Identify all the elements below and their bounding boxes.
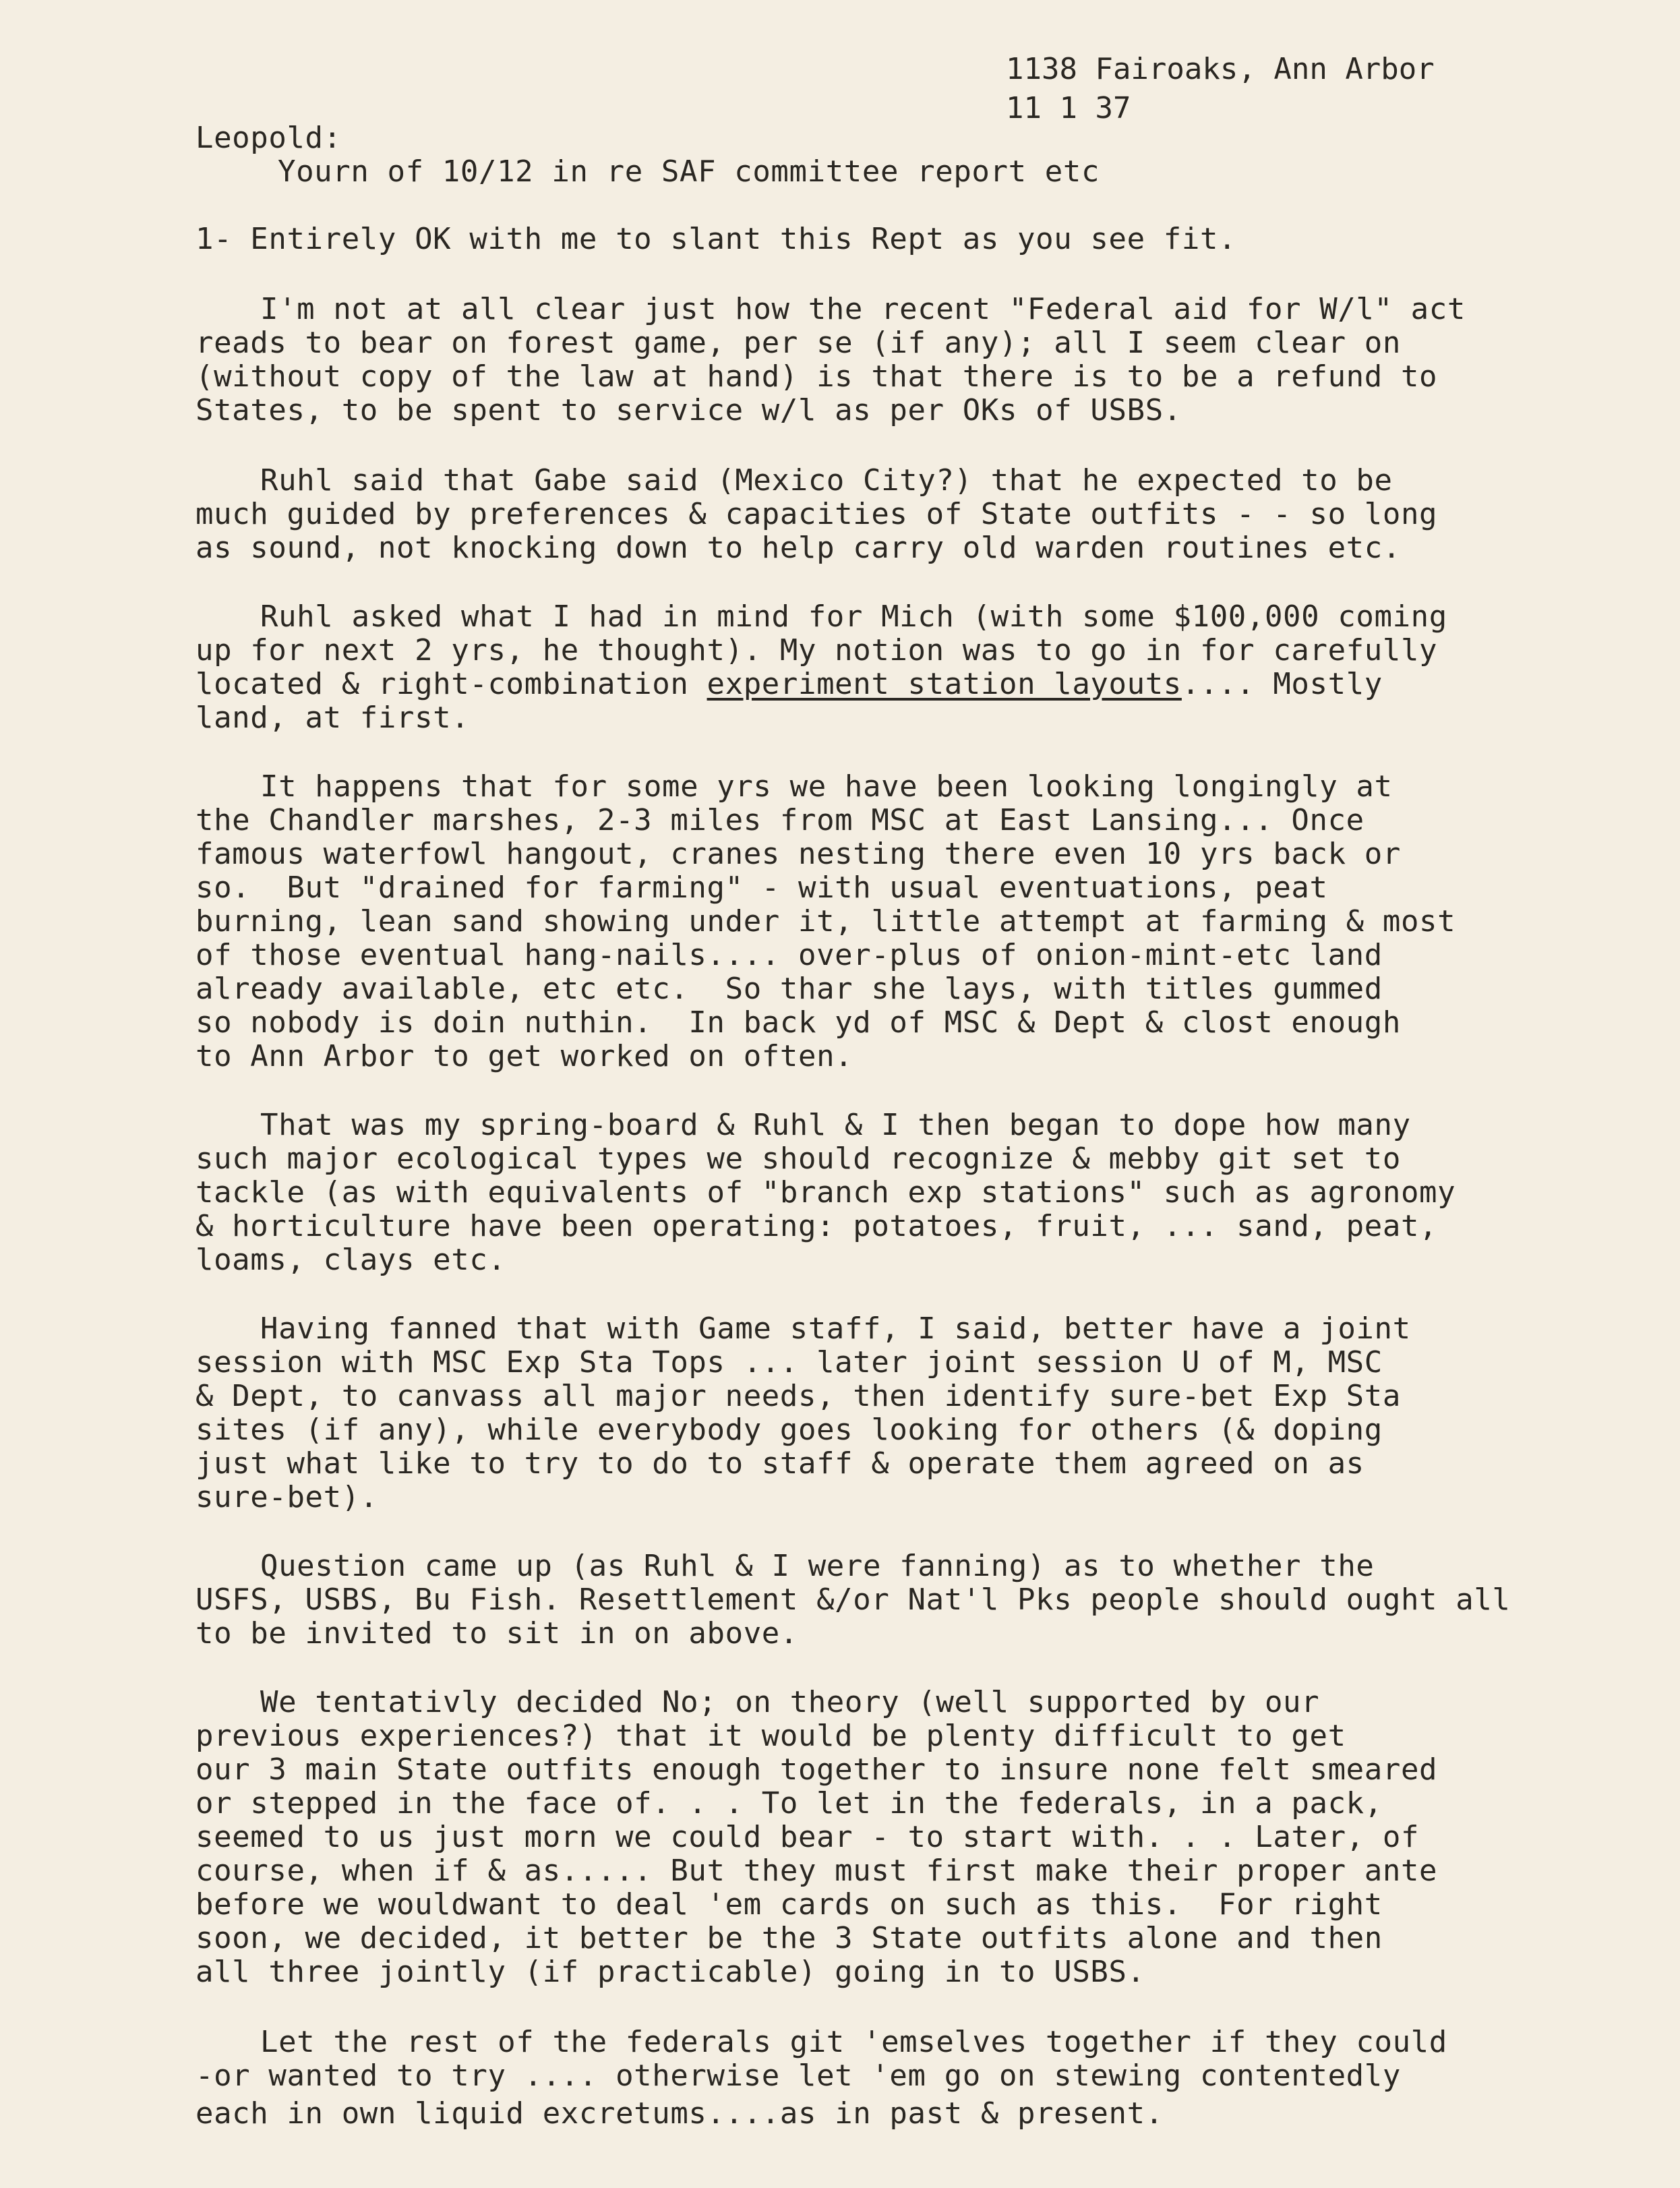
body-line: [196, 871, 1328, 905]
body-line: [260, 293, 1466, 326]
line-text: .... Mostly: [1181, 667, 1383, 701]
line-text: Ruhl asked what I had in mind for Mich (with some $100,000 coming: [260, 599, 1447, 634]
body-line: [196, 1210, 1437, 1243]
body-line: [196, 498, 1437, 531]
body-line: [196, 972, 1383, 1006]
line-text: sure-bet).: [196, 1480, 378, 1514]
line-text: already available, etc etc. So thar she lays, with titles gummed: [196, 972, 1383, 1006]
line-text: so. But "drained for farming" - with usual eventuations, peat: [196, 870, 1328, 905]
body-line: [260, 1108, 1411, 1142]
body-line: [196, 1821, 1419, 1854]
line-text: land, at first.: [196, 701, 470, 735]
line-text: or stepped in the face of. . . To let in the federals, in a pack,: [196, 1786, 1383, 1821]
body-line: [196, 1142, 1401, 1176]
body-line: [196, 1040, 853, 1073]
line-text: USFS, USBS, Bu Fish. Resettlement &/or Nat'l Pks people should ought all: [196, 1583, 1511, 1617]
line-text: tackle (as with equivalents of "branch exp stations" such as agronomy: [196, 1175, 1456, 1210]
line-text: session with MSC Exp Sta Tops ... later joint session U of M, MSC: [196, 1345, 1383, 1380]
line-text: & Dept, to canvass all major needs, then identify sure-bet Exp Sta: [196, 1379, 1401, 1413]
body-line: [196, 668, 1383, 701]
line-text: much guided by preferences & capacities of State outfits - - so long: [196, 497, 1438, 531]
line-text: It happens that for some yrs we have been looking longingly at: [260, 769, 1393, 804]
line-text: Let the rest of the federals git 'emselves together if they could: [260, 2025, 1447, 2059]
body-line: [196, 1346, 1383, 1380]
body-line: [196, 223, 1236, 256]
line-text: just what like to try to do to staff & operate them agreed on as: [196, 1446, 1364, 1481]
line-text: previous experiences?) that it would be plenty difficult to get: [196, 1719, 1346, 1753]
body-line: [196, 1413, 1383, 1447]
body-line: [196, 1243, 506, 1277]
line-text: reads to bear on forest game, per se (if any); all I seem clear on: [196, 326, 1401, 360]
line-text: of those eventual hang-nails.... over-plus of onion-mint-etc land: [196, 938, 1383, 972]
body-line: [196, 1922, 1383, 1955]
line-text: Question came up (as Ruhl & I were fanning) as to whether the: [260, 1549, 1375, 1583]
body-line: [196, 1955, 1145, 1989]
body-line: [196, 804, 1364, 837]
body-line: [196, 326, 1401, 360]
body-line: [196, 905, 1456, 939]
body-line: [196, 1583, 1511, 1617]
line-text: all three jointly (if practicable) going in to USBS.: [196, 1955, 1145, 1989]
body-line: [260, 770, 1393, 804]
line-text: located & right-combination: [196, 667, 707, 701]
line-text: such major ecological types we should recognize & mebby git set to: [196, 1142, 1401, 1176]
body-line: [196, 1447, 1364, 1481]
body-line: [196, 1617, 798, 1651]
body-line: [196, 1176, 1456, 1210]
body-line: [260, 1686, 1319, 1719]
line-text: as sound, not knocking down to help carry old warden routines etc.: [196, 531, 1401, 565]
body-line: [196, 1719, 1346, 1753]
line-text: loams, clays etc.: [196, 1243, 506, 1277]
body-line: [196, 2097, 1164, 2131]
line-text: the Chandler marshes, 2-3 miles from MSC at East Lansing... Once: [196, 803, 1364, 837]
line-text: burning, lean sand showing under it, little attempt at farming & most: [196, 904, 1456, 939]
sender-address: 1138 Fairoaks, Ann Arbor: [1006, 52, 1435, 86]
body-line: [260, 1549, 1375, 1583]
line-text: our 3 main State outfits enough together to insure none felt smeared: [196, 1752, 1438, 1787]
line-text: (without copy of the law at hand) is that there is to be a refund to: [196, 359, 1438, 394]
salutation: Leopold:: [196, 121, 342, 155]
body-line: [196, 2059, 1401, 2093]
body-line: [196, 394, 1182, 427]
body-line: [260, 600, 1447, 634]
line-text: I'm not at all clear just how the recent "Federal aid for W/l" act: [260, 292, 1466, 326]
body-line: [196, 837, 1401, 871]
line-text: Ruhl said that Gabe said (Mexico City?) that he expected to be: [260, 463, 1393, 498]
body-line: [260, 464, 1393, 498]
line-text: to be invited to sit in on above.: [196, 1616, 798, 1651]
body-line: [196, 939, 1383, 972]
body-line: [196, 1380, 1401, 1413]
body-line: [196, 1888, 1383, 1922]
line-text: seemed to us just morn we could bear - to start with. . . Later, of: [196, 1820, 1420, 1854]
subject-line: Yourn of 10/12 in re SAF committee report etc: [278, 154, 1100, 189]
line-text: famous waterfowl hangout, cranes nesting there even 10 yrs back or: [196, 837, 1401, 871]
line-text: to Ann Arbor to get worked on often.: [196, 1039, 853, 1073]
line-text: each in own liquid excretums....as in past & present.: [196, 2096, 1164, 2131]
body-line: [196, 531, 1401, 565]
line-text: before we wouldwant to deal 'em cards on such as this. For right: [196, 1887, 1383, 1922]
body-line: [196, 1481, 378, 1514]
line-text: up for next 2 yrs, he thought). My notion was to go in for carefully: [196, 633, 1438, 668]
line-text: so nobody is doin nuthin. In back yd of MSC & Dept & clost enough: [196, 1005, 1401, 1040]
body-line: [196, 360, 1437, 394]
body-line: [196, 1854, 1437, 1888]
line-text: Having fanned that with Game staff, I said, better have a joint: [260, 1311, 1411, 1346]
body-line: [196, 701, 469, 735]
line-text: We tentativly decided No; on theory (well supported by our: [260, 1685, 1320, 1719]
body-line: [196, 634, 1437, 668]
line-text: sites (if any), while everybody goes looking for others (& doping: [196, 1413, 1383, 1447]
line-text: States, to be spent to service w/l as per OKs of USBS.: [196, 393, 1182, 427]
body-line: [260, 2026, 1447, 2059]
body-line: [260, 1312, 1411, 1346]
line-text: soon, we decided, it better be the 3 State outfits alone and then: [196, 1921, 1383, 1955]
body-line: [196, 1753, 1437, 1787]
body-line: [196, 1006, 1401, 1040]
underlined-phrase: experiment station layouts: [707, 667, 1182, 701]
line-text: course, when if & as..... But they must first make their proper ante: [196, 1854, 1438, 1888]
line-text: -or wanted to try .... otherwise let 'em go on stewing contentedly: [196, 2059, 1401, 2093]
line-text: That was my spring-board & Ruhl & I then began to dope how many: [260, 1108, 1411, 1142]
line-text: 1- Entirely OK with me to slant this Rept as you see fit.: [196, 222, 1237, 256]
line-text: & horticulture have been operating: potatoes, fruit, ... sand, peat,: [196, 1209, 1438, 1243]
body-line: [196, 1787, 1383, 1821]
letter-date: 11 1 37: [1006, 91, 1131, 125]
